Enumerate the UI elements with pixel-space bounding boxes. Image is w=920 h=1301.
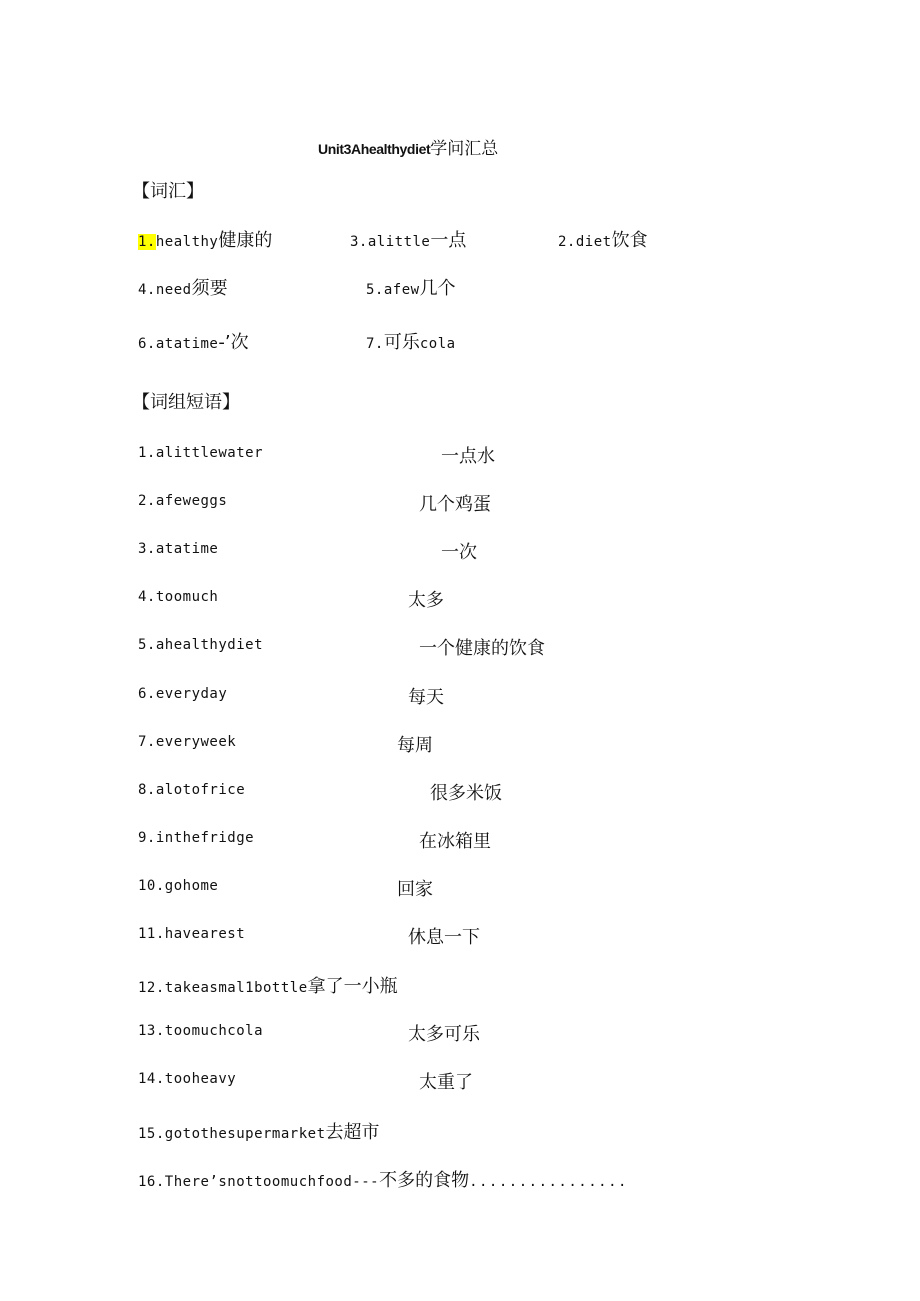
- phrase-english: 16.There’snottoomuchfood---: [138, 1174, 380, 1190]
- phrase-chinese: 太多: [408, 590, 444, 611]
- page-title: [318, 134, 498, 159]
- vocab-number: 2.: [558, 234, 576, 250]
- phrase-chinese: 回家: [397, 879, 433, 900]
- vocab-chinese: 饮食: [611, 230, 648, 251]
- phrase-english: 3.atatime: [138, 541, 219, 557]
- vocab-item: [138, 226, 272, 252]
- vocab-english: alittle: [367, 234, 431, 250]
- phrase-english: 8.alotofrice: [138, 782, 246, 798]
- phrase-chinese: 拿了一小瓶: [307, 976, 398, 997]
- vocab-number: 3.: [350, 234, 368, 250]
- phrase-chinese: 每周: [397, 735, 433, 756]
- vocab-english: cola: [419, 336, 456, 352]
- phrase-chinese: 几个鸡蛋: [419, 494, 491, 515]
- vocab-chinese: 健康的: [218, 230, 273, 251]
- phrase-row-inline: [138, 972, 398, 998]
- phrase-english: 6.everyday: [138, 686, 228, 702]
- phrase-chinese: 不多的食物: [379, 1170, 470, 1191]
- phrase-chinese: 太重了: [419, 1072, 473, 1093]
- vocab-chinese: -’次: [218, 332, 249, 353]
- vocab-chinese: 可乐: [383, 332, 420, 353]
- vocab-number: 7.: [366, 336, 384, 352]
- phrase-chinese: 太多可乐: [408, 1024, 480, 1045]
- phrase-chinese: 去超市: [325, 1122, 380, 1143]
- phrase-chinese: 一次: [441, 542, 477, 563]
- phrase-english: 14.tooheavy: [138, 1071, 237, 1087]
- vocab-item: [138, 274, 228, 300]
- phrase-english: 12.takeasmal1bottle: [138, 980, 308, 996]
- phrase-english: 5.ahealthydiet: [138, 637, 264, 653]
- title-chinese: 学问汇总: [430, 139, 499, 159]
- phrase-english: 1.alittlewater: [138, 445, 264, 461]
- phrase-english: 13.toomuchcola: [138, 1023, 264, 1039]
- vocab-english: afew: [383, 282, 420, 298]
- phrase-row-inline: [138, 1118, 380, 1144]
- vocab-heading: 【词汇】: [132, 181, 204, 202]
- phrase-chinese: 每天: [408, 687, 444, 708]
- vocab-chinese: 一点: [430, 230, 467, 251]
- vocab-chinese: 须要: [191, 278, 228, 299]
- vocab-english: healthy: [155, 234, 219, 250]
- vocab-english: atatime: [155, 336, 219, 352]
- vocab-item: [558, 226, 648, 252]
- phrase-trailing-dots: ................: [469, 1174, 628, 1190]
- phrases-heading: 【词组短语】: [132, 392, 240, 413]
- vocab-english: diet: [575, 234, 612, 250]
- phrase-english: 10.gohome: [138, 878, 219, 894]
- vocab-number-highlighted: 1.: [138, 234, 156, 250]
- vocab-chinese: 几个: [419, 278, 456, 299]
- vocab-number: 5.: [366, 282, 384, 298]
- phrase-chinese: 在冰箱里: [419, 831, 491, 852]
- phrase-english: 2.afeweggs: [138, 493, 228, 509]
- vocab-english: need: [155, 282, 192, 298]
- vocab-item: [138, 328, 249, 354]
- vocab-item: [366, 328, 456, 354]
- phrase-english: 4.toomuch: [138, 589, 219, 605]
- vocab-number: 6.: [138, 336, 156, 352]
- vocab-item: [350, 226, 466, 252]
- phrase-english: 11.havearest: [138, 926, 246, 942]
- title-english: Unit3Ahealthydiet: [318, 141, 431, 157]
- phrase-chinese: 一个健康的饮食: [419, 638, 545, 659]
- vocab-item: [366, 274, 456, 300]
- phrase-english: 15.gotothesupermarket: [138, 1126, 326, 1142]
- phrase-english: 7.everyweek: [138, 734, 237, 750]
- phrase-chinese: 一点水: [441, 446, 495, 467]
- phrase-chinese: 很多米饭: [430, 783, 502, 804]
- vocab-number: 4.: [138, 282, 156, 298]
- phrase-chinese: 休息一下: [408, 927, 480, 948]
- phrase-row-inline: [138, 1166, 628, 1192]
- phrase-english: 9.inthefridge: [138, 830, 255, 846]
